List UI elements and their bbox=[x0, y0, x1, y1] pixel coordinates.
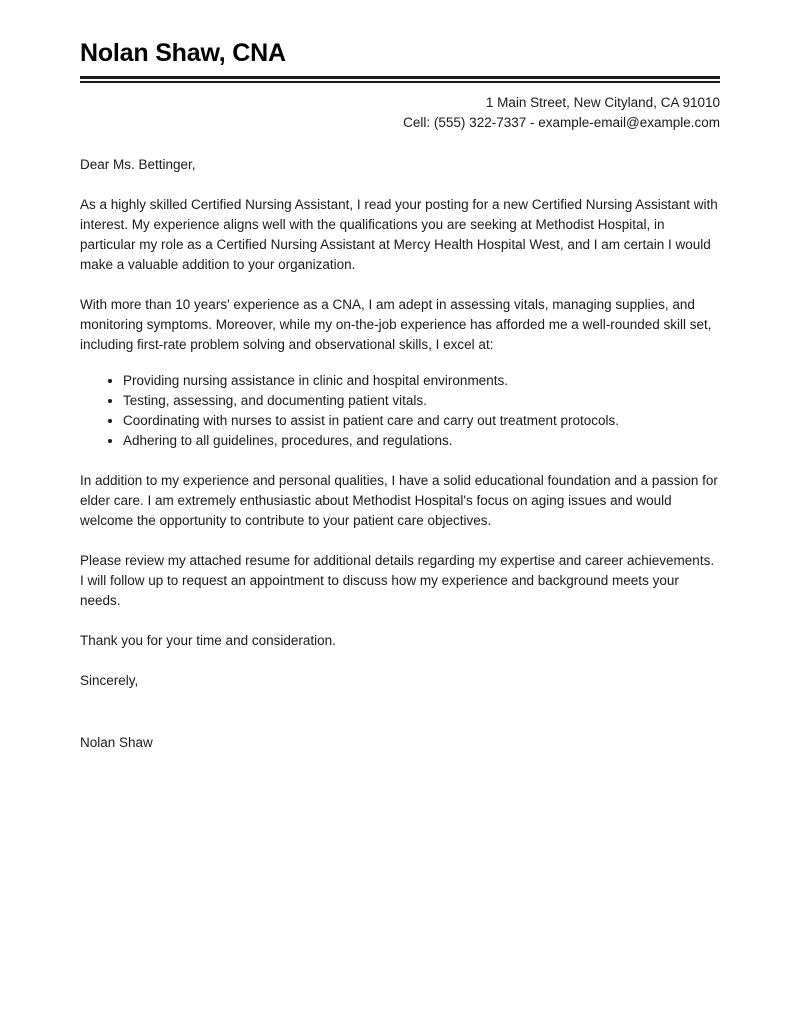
salutation: Dear Ms. Bettinger, bbox=[80, 157, 196, 172]
list-item bbox=[108, 411, 720, 431]
qualifications-list bbox=[80, 371, 720, 451]
letter-body bbox=[80, 155, 720, 753]
paragraph-intro: As a highly skilled Certified Nursing Assistant, I read your posting for a new Certified Nursing Assistant with interest. My experience aligns well with the qualifications you are seeking at Methodist Hospital, in particular my role as a Certified Nursing Assistant at Mercy Health Hospital West, and I am certain I would make a valuable addition to your organization. bbox=[80, 197, 718, 272]
list-item-text: Testing, assessing, and documenting patient vitals. bbox=[123, 393, 427, 408]
contact-address-line: 1 Main Street, New Cityland, CA 91010 bbox=[485, 95, 720, 110]
list-item-text: Providing nursing assistance in clinic and hospital environments. bbox=[123, 373, 508, 388]
signature-name: Nolan Shaw bbox=[80, 735, 153, 750]
contact-block bbox=[80, 93, 720, 133]
bullet-dot-icon bbox=[108, 379, 112, 383]
closing-sign-off: Sincerely, bbox=[80, 673, 139, 688]
list-item bbox=[108, 431, 720, 451]
paragraph-education: In addition to my experience and personal qualities, I have a solid educational foundation and a passion for elder care. I am extremely enthusiastic about Methodist Hospital's focus on aging issues and would welcome the opportunity to contribute to your patient care objectives. bbox=[80, 473, 718, 528]
letterhead bbox=[80, 0, 720, 133]
closing-thanks: Thank you for your time and consideration. bbox=[80, 633, 336, 648]
contact-phone-email-line: Cell: (555) 322-7337 - example-email@example.com bbox=[403, 115, 720, 130]
list-item bbox=[108, 391, 720, 411]
bullet-dot-icon bbox=[108, 419, 112, 423]
paragraph-experience: With more than 10 years' experience as a CNA, I am adept in assessing vitals, managing supplies, and monitoring symptoms. Moreover, while my on-the-job experience has afforded me a well-rounded skill set, including first-rate problem solving and observational skills, I excel at: bbox=[80, 297, 712, 352]
paragraph-followup: Please review my attached resume for additional details regarding my expertise and career achievements. I will follow up to request an appointment to discuss how my experience and background meets your needs. bbox=[80, 553, 715, 608]
bullet-dot-icon bbox=[108, 439, 112, 443]
applicant-name-heading: Nolan Shaw, CNA bbox=[80, 39, 286, 67]
header-divider-thin-rule bbox=[80, 81, 720, 83]
header-divider bbox=[80, 76, 720, 83]
list-item-text: Adhering to all guidelines, procedures, and regulations. bbox=[123, 433, 453, 448]
list-item-text: Coordinating with nurses to assist in patient care and carry out treatment protocols. bbox=[123, 413, 619, 428]
list-item bbox=[108, 371, 720, 391]
bullet-dot-icon bbox=[108, 399, 112, 403]
